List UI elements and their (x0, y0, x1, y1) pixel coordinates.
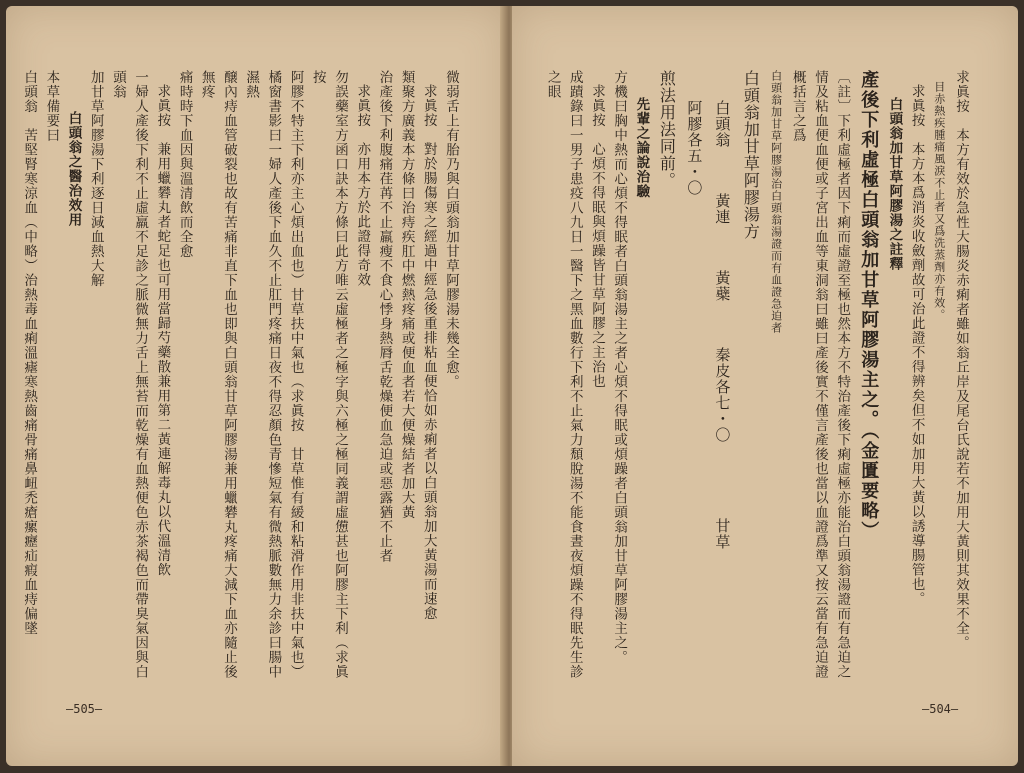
text-column: 〔註〕下利虛極者因下痢而虛證至極也然本方不特治產後下痢虛極亦能治白頭翁湯證而有急迫之情及粘血便血便或子宮出血等東洞翁曰雖曰產後實不僅言產後也當以血證爲準又按云當有急迫證概括言之爲 (789, 70, 851, 679)
text-column: 治產後下利腹痛荏苒不止羸瘦不食心悸身熱脣舌乾燥便血急迫或惡露猶不止者 (376, 70, 393, 563)
page-number-left: —505— (66, 702, 103, 716)
text-column: 橘窗書影曰一婦人產後下血久不止肛門疼痛日夜不得忍顏色青慘短氣有微熱脈數無力余診曰腸中濕熱 (243, 70, 282, 679)
page-number-right: —504— (922, 702, 959, 716)
text-column: 求眞按 本方有效於急性大腸炎赤痢者雖如翁丘岸及尾台氏說若不加用大黃則其效果不全。 (953, 70, 969, 650)
text-column: 一婦人產後下利不止虛羸不足診之脈微無力舌上無苔而乾燥有血熱便色赤茶褐色而帶臭氣因與白頭翁 (109, 70, 149, 679)
text-column: 白頭翁加甘草阿膠湯治白頭翁湯證而有血證急迫者 (769, 70, 783, 334)
drug-item: 阿膠各五・〇 (685, 100, 704, 196)
section-heading: 白頭翁之醫治效用 (65, 110, 82, 227)
text-column: 求眞按 本方本爲消炎收斂劑故可治此證不得辨矣但不如加用大黃以誘導腸管也。 (908, 83, 925, 606)
recipe-title: 白頭翁加甘草阿膠湯方 (741, 70, 761, 240)
left-page-text (21, 70, 462, 682)
drug-item: 黃連 (713, 193, 732, 225)
text-column: 勿誤藥室方函口訣本方條曰此方唯云虛極者之極字與六極之極同義謂虛憊甚也阿膠主下利（求眞按 (309, 70, 348, 679)
text-column: 阿膠不特主下利亦主心煩出血也）甘草扶中氣也（求眞按 甘草惟有緩和粘滑作用非扶中氣也） (287, 70, 304, 679)
text-column: 求眞按 亦用本方於此證得奇效 (354, 83, 371, 287)
text-column: 求眞按 對於腸傷寒之經過中經急後重排粘血便恰如赤痢者以白頭翁加大黃湯而速愈 (420, 83, 437, 620)
text-column: 類聚方廣義本方條曰治痔疾肛中燃熱疼痛或便血者若大便燥結者加大黃 (398, 70, 415, 520)
text-column: 痛時時下血因與溫清飲而全愈 (176, 70, 193, 259)
drug-list (708, 70, 736, 682)
drug-item: 秦皮各七・〇 (713, 347, 732, 443)
text-column: 方機曰胸中熱而心煩不得眠者白頭翁湯主之者心煩不得眠或煩躁者白頭翁加甘草阿膠湯主之。 (611, 70, 628, 665)
text-column: 醸內痔血管破裂也故有苦痛非直下血也即與白頭翁甘草阿膠湯兼用蠟礬丸疼痛大減下血亦隨止後無疼 (198, 70, 237, 679)
text-column: 白頭翁 苦堅腎寒涼血（中略）治熱毒血痢溫瘧寒熱齒痛骨痛鼻衄禿瘡瘰癧疝瘕血痔偏墜 (21, 70, 38, 636)
left-page (6, 6, 506, 766)
text-column: 目赤熱疾腫痛風淚不止者又爲洗蒸劑亦有效。 (932, 81, 946, 321)
drug-item: 甘草 (713, 518, 732, 550)
drug-item: 白頭翁 (713, 100, 732, 148)
right-page-text (544, 70, 972, 682)
text-column: 求眞按 兼用蠟礬丸者蛇足也可用當歸芍藥散兼用第二黃連解毒丸以代溫清飲 (154, 83, 171, 577)
text-column: 本草備要曰 (43, 70, 60, 143)
text-column: 加甘草阿膠湯下利逐日減血熱大解 (87, 70, 104, 288)
drug-item: 黃蘗 (713, 270, 732, 302)
text-column: 求眞按 心煩不得眠與煩躁皆甘草阿膠之主治也 (588, 83, 605, 388)
text-column: 成蹟錄曰一男子患疫八九日一醫下之黑血數行下利不止氣力頹脫湯不能食晝夜煩躁不得眠先生診之眼 (544, 70, 583, 679)
decoction-note: 煎法用法同前。 (657, 70, 677, 189)
right-page (512, 6, 1018, 766)
section-heading: 先輩之論說治驗 (633, 97, 650, 199)
section-heading: 白頭翁加甘草阿膠湯之註釋 (886, 97, 903, 271)
formula-title: 產後下利虛極白頭翁加甘草阿膠湯主之。（金匱要略） (858, 70, 880, 541)
text-column: 微弱舌上有胎乃與白頭翁加甘草阿膠湯未幾全愈。 (443, 70, 459, 389)
